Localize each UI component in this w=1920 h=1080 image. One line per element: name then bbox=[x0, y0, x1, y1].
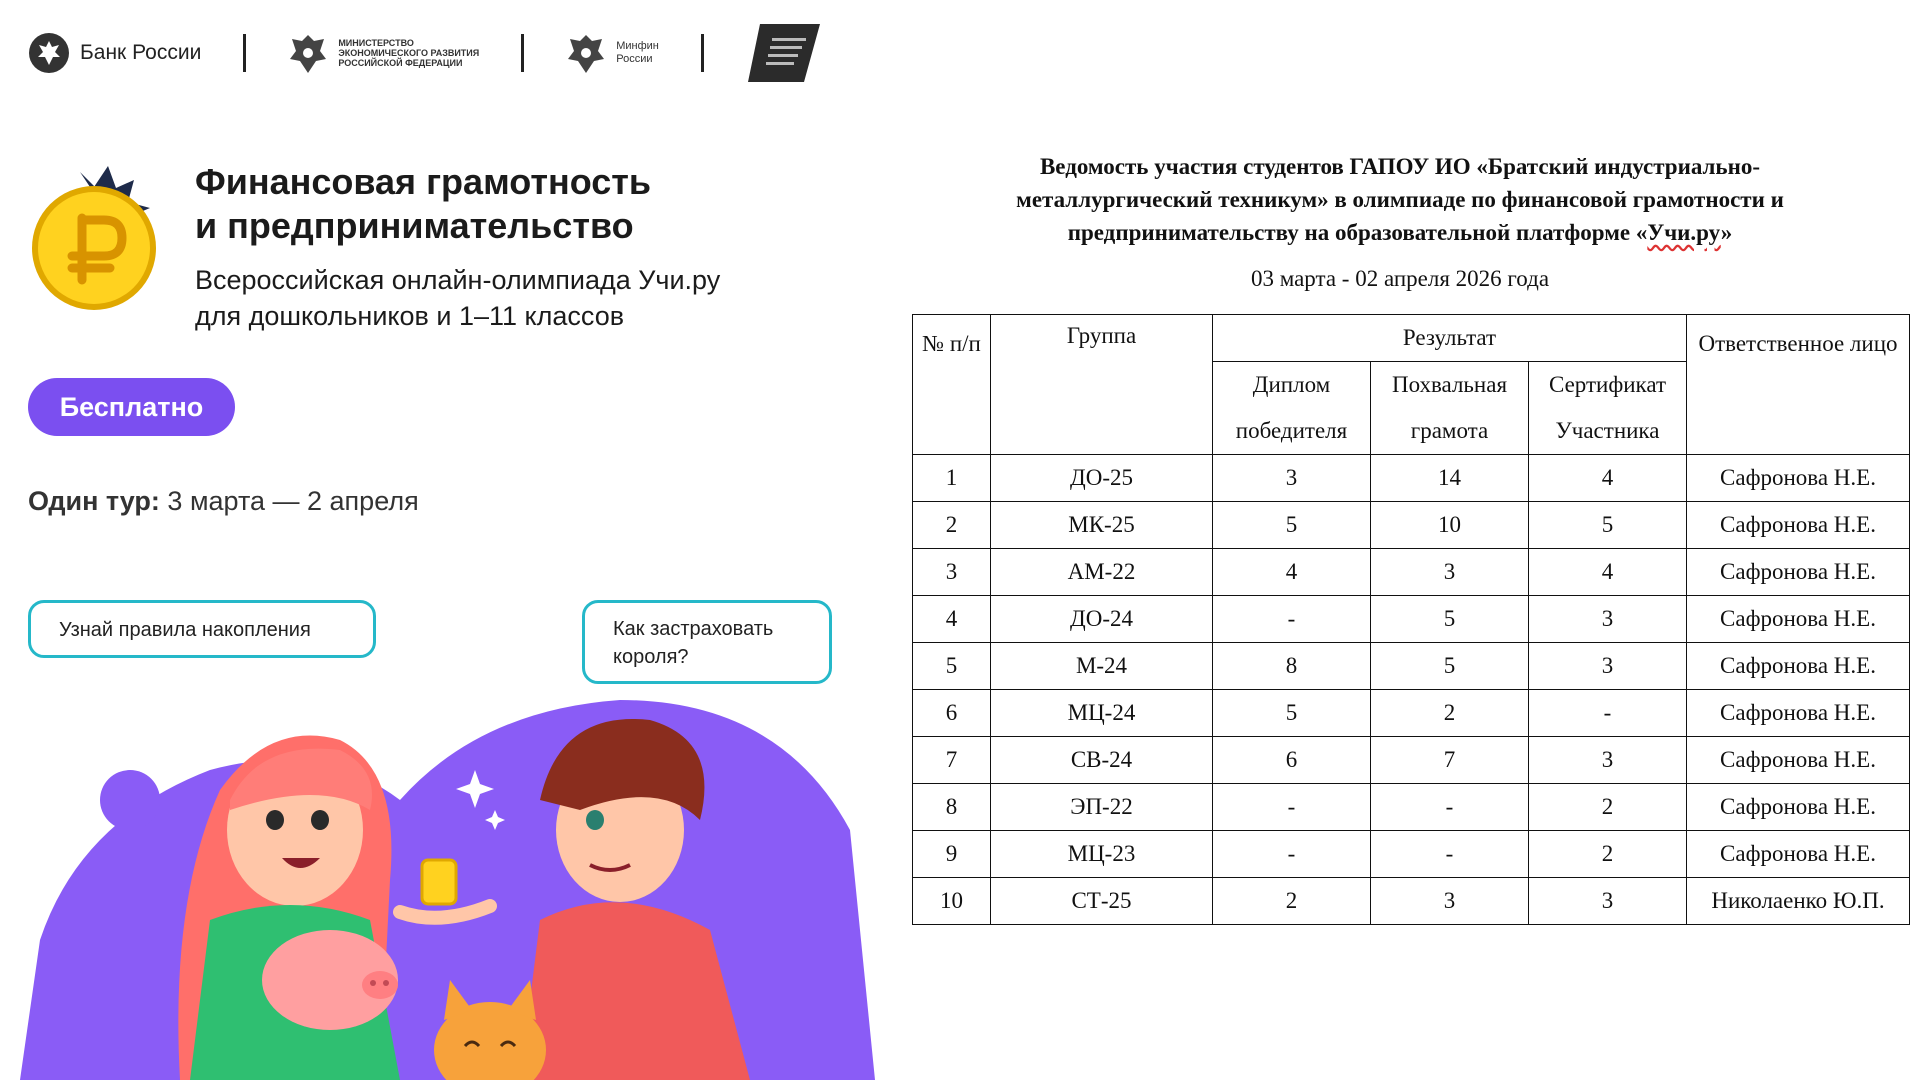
table-row bbox=[913, 455, 1910, 502]
cell-praise: 14 bbox=[1371, 455, 1529, 502]
cell-diploma: 8 bbox=[1213, 643, 1371, 690]
cell-resp: Сафронова Н.Е. bbox=[1687, 596, 1910, 643]
cell-group: М-24 bbox=[991, 643, 1213, 690]
cell-n: 7 bbox=[913, 737, 991, 784]
coat-of-arms-icon bbox=[566, 31, 606, 75]
cell-resp: Сафронова Н.Е. bbox=[1687, 737, 1910, 784]
cell-praise: 7 bbox=[1371, 737, 1529, 784]
cell-cert: 3 bbox=[1529, 596, 1687, 643]
eagle-emblem-icon bbox=[28, 32, 70, 74]
bank-logo: Банк России bbox=[28, 32, 201, 74]
header-cert: Сертификат Участника bbox=[1529, 362, 1687, 455]
cell-n: 3 bbox=[913, 549, 991, 596]
cell-n: 9 bbox=[913, 831, 991, 878]
cell-praise: 5 bbox=[1371, 596, 1529, 643]
results-document bbox=[900, 0, 1920, 1080]
header-num: № п/п bbox=[913, 315, 991, 455]
speech-bubble-savings: Узнай правила накопления bbox=[28, 600, 376, 658]
cell-praise: 2 bbox=[1371, 690, 1529, 737]
cell-diploma: 6 bbox=[1213, 737, 1371, 784]
speech-bubble-insurance: Как застраховать короля? bbox=[582, 600, 832, 684]
cell-n: 10 bbox=[913, 878, 991, 925]
cell-cert: 2 bbox=[1529, 831, 1687, 878]
cell-group: МЦ-24 bbox=[991, 690, 1213, 737]
cell-cert: 2 bbox=[1529, 784, 1687, 831]
document-title: Ведомость участия студентов ГАПОУ ИО «Братский индустриально- металлургический техникум» в олимпиаде по финансовой грамотности и предпринимательству на образовательной платформе «Учи.ру» bbox=[1016, 154, 1784, 245]
table-row bbox=[913, 549, 1910, 596]
cell-group: МЦ-23 bbox=[991, 831, 1213, 878]
cell-cert: 3 bbox=[1529, 737, 1687, 784]
cell-diploma: - bbox=[1213, 784, 1371, 831]
table-row bbox=[913, 784, 1910, 831]
table-row bbox=[913, 878, 1910, 925]
cell-resp: Николаенко Ю.П. bbox=[1687, 878, 1910, 925]
ruble-coin-icon bbox=[30, 162, 166, 310]
ministry-logo: МИНИСТЕРСТВО ЭКОНОМИЧЕСКОГО РАЗВИТИЯ РОССИЙСКОЙ ФЕДЕРАЦИИ bbox=[288, 31, 479, 75]
cell-cert: - bbox=[1529, 690, 1687, 737]
results-table bbox=[912, 314, 1910, 925]
table-row bbox=[913, 690, 1910, 737]
logo-divider bbox=[243, 34, 246, 72]
cell-cert: 3 bbox=[1529, 643, 1687, 690]
cell-n: 1 bbox=[913, 455, 991, 502]
header-responsible: Ответственное лицо bbox=[1687, 315, 1910, 455]
cell-n: 6 bbox=[913, 690, 991, 737]
header-diploma: Диплом победителя bbox=[1213, 362, 1371, 455]
logo-divider bbox=[521, 34, 524, 72]
cell-resp: Сафронова Н.Е. bbox=[1687, 549, 1910, 596]
cell-group: СТ-25 bbox=[991, 878, 1213, 925]
cell-praise: 10 bbox=[1371, 502, 1529, 549]
cell-cert: 3 bbox=[1529, 878, 1687, 925]
kids-illustration bbox=[20, 680, 875, 1080]
header-praise: Похвальная грамота bbox=[1371, 362, 1529, 455]
cell-cert: 4 bbox=[1529, 549, 1687, 596]
cell-resp: Сафронова Н.Е. bbox=[1687, 455, 1910, 502]
cell-praise: 5 bbox=[1371, 643, 1529, 690]
cell-diploma: 4 bbox=[1213, 549, 1371, 596]
cell-n: 8 bbox=[913, 784, 991, 831]
logo-bar bbox=[28, 18, 822, 88]
minfin-logo: Минфин России bbox=[566, 31, 659, 75]
free-badge: Бесплатно bbox=[28, 378, 235, 436]
cell-n: 2 bbox=[913, 502, 991, 549]
promo-subtitle: Всероссийская онлайн-олимпиада Учи.ру для дошкольников и 1–11 классов bbox=[195, 265, 721, 331]
cell-diploma: - bbox=[1213, 831, 1371, 878]
promo-poster bbox=[0, 0, 880, 1080]
table-row bbox=[913, 596, 1910, 643]
cell-group: ДО-24 bbox=[991, 596, 1213, 643]
cell-n: 5 bbox=[913, 643, 991, 690]
cell-praise: - bbox=[1371, 831, 1529, 878]
cell-resp: Сафронова Н.Е. bbox=[1687, 643, 1910, 690]
cell-praise: 3 bbox=[1371, 878, 1529, 925]
cell-group: ДО-25 bbox=[991, 455, 1213, 502]
cell-praise: - bbox=[1371, 784, 1529, 831]
cell-cert: 4 bbox=[1529, 455, 1687, 502]
cell-diploma: 5 bbox=[1213, 690, 1371, 737]
cell-cert: 5 bbox=[1529, 502, 1687, 549]
cell-diploma: 2 bbox=[1213, 878, 1371, 925]
cell-praise: 3 bbox=[1371, 549, 1529, 596]
header-result: Результат bbox=[1213, 315, 1687, 362]
header-group: Группа bbox=[991, 315, 1213, 455]
cell-n: 4 bbox=[913, 596, 991, 643]
table-row bbox=[913, 502, 1910, 549]
cell-resp: Сафронова Н.Е. bbox=[1687, 784, 1910, 831]
logo-divider bbox=[701, 34, 704, 72]
document-date: 03 марта - 02 апреля 2026 года bbox=[1250, 266, 1550, 291]
cell-diploma: 5 bbox=[1213, 502, 1371, 549]
cell-diploma: 3 bbox=[1213, 455, 1371, 502]
cell-resp: Сафронова Н.Е. bbox=[1687, 502, 1910, 549]
tour-dates: Один тур: 3 марта — 2 апреля bbox=[28, 486, 419, 516]
economy-logo-icon bbox=[746, 22, 822, 84]
cell-group: ЭП-22 bbox=[991, 784, 1213, 831]
table-row bbox=[913, 643, 1910, 690]
promo-title: Финансовая грамотность и предпринимательство bbox=[195, 161, 651, 246]
cell-diploma: - bbox=[1213, 596, 1371, 643]
table-row bbox=[913, 737, 1910, 784]
cell-group: МК-25 bbox=[991, 502, 1213, 549]
cell-group: АМ-22 bbox=[991, 549, 1213, 596]
cell-resp: Сафронова Н.Е. bbox=[1687, 690, 1910, 737]
table-row bbox=[913, 831, 1910, 878]
cell-group: СВ-24 bbox=[991, 737, 1213, 784]
coat-of-arms-icon bbox=[288, 31, 328, 75]
cell-resp: Сафронова Н.Е. bbox=[1687, 831, 1910, 878]
